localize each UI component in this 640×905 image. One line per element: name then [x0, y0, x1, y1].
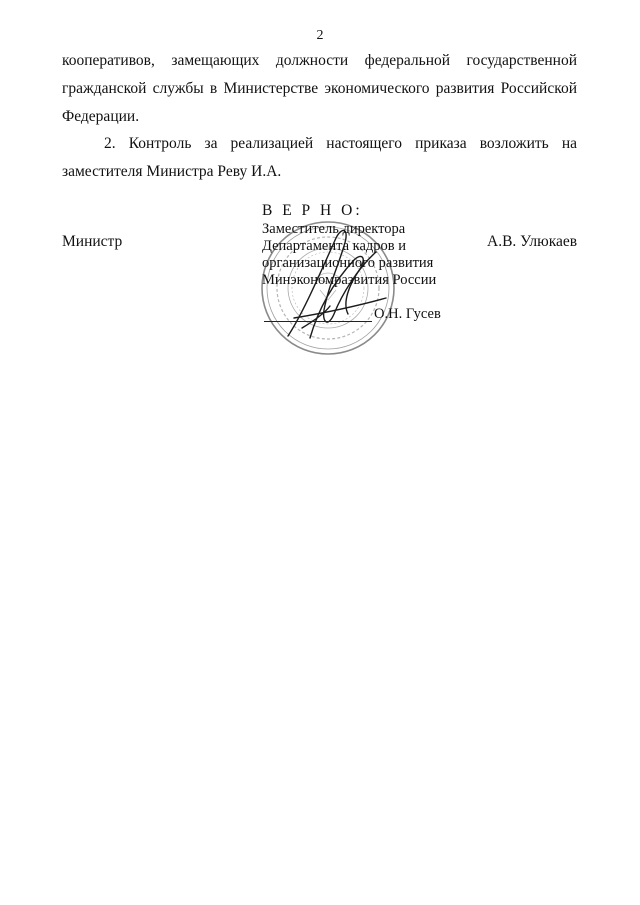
minister-name: А.В. Улюкаев — [487, 233, 578, 250]
certification-title: В Е Р Н О: — [262, 202, 363, 219]
paragraph-2-line-1: 2. Контроль за реализацией настоящего приказа возложить на — [104, 135, 577, 152]
signature-line — [264, 321, 372, 322]
certification-line-4: Минэкономразвития России — [262, 272, 437, 288]
paragraph-2-line-2: заместителя Министра Реву И.А. — [62, 163, 282, 180]
paragraph-1-line-3: Федерации. — [62, 108, 140, 125]
minister-position-label: Министр — [62, 233, 123, 250]
certification-signer-name: О.Н. Гусев — [374, 306, 441, 322]
certification-signature-row — [262, 306, 442, 324]
paragraph-1-line-2: гражданской службы в Министерстве экономического развития Российской — [62, 80, 577, 97]
certification-block — [262, 201, 436, 289]
page-number: 2 — [316, 28, 324, 43]
certification-line-1: Заместитель директора — [262, 221, 406, 237]
certification-line-2: Департамента кадров и — [262, 238, 407, 254]
certification-line-3: организационного развития — [262, 255, 434, 271]
paragraph-1-line-1: кооперативов, замещающих должности федеральной государственной — [62, 52, 577, 69]
